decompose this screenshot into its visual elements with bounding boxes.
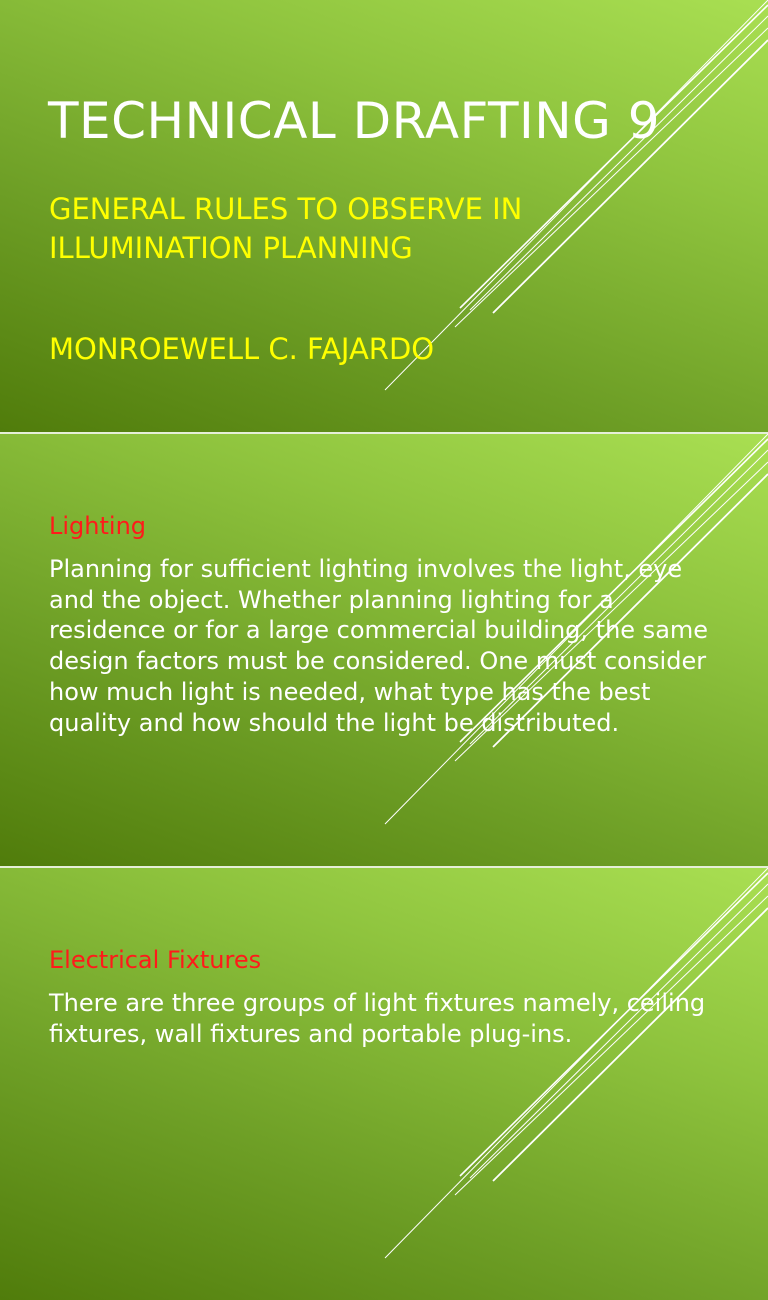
slide-lighting[interactable] xyxy=(0,434,768,866)
section-heading: Lighting xyxy=(49,512,147,540)
slide-title[interactable] xyxy=(0,0,768,432)
section-body: Planning for sufficient lighting involves the light, eye and the object. Whether planning lighting for a residence or for a large commercial building, the same design factors must be considered. One must consider how much light is needed, what type has the best quality and how should the light be distributed. xyxy=(49,555,709,737)
presentation-subtitle: GENERAL RULES TO OBSERVE IN ILLUMINATION PLANNING xyxy=(49,192,523,265)
section-body: There are three groups of light fixtures namely, ceiling fixtures, wall fixtures and portable plug-ins. xyxy=(49,989,706,1048)
diagonal-lines-decoration xyxy=(0,868,768,1300)
section-heading: Electrical Fixtures xyxy=(49,946,262,974)
author-name: MONROEWELL C. FAJARDO xyxy=(49,332,435,366)
slide-electrical-fixtures[interactable] xyxy=(0,868,768,1300)
presentation-title: TECHNICAL DRAFTING 9 xyxy=(48,92,661,150)
